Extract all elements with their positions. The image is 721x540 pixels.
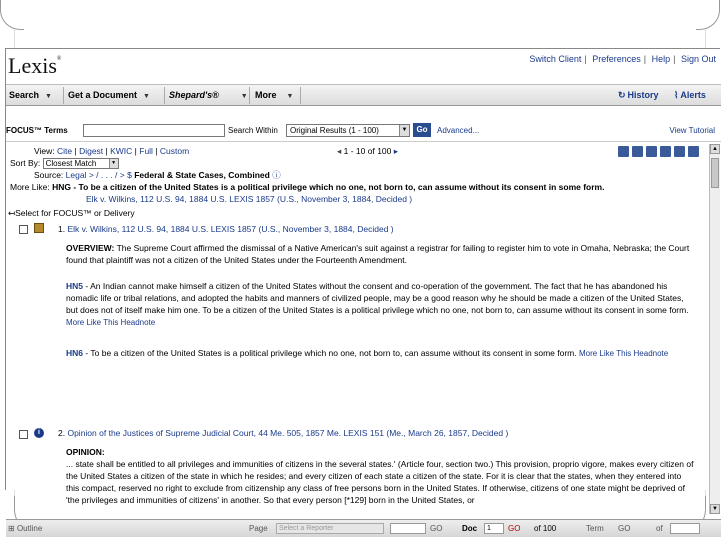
result-2-opinion: ... state shall be entitled to all privileges and immunities of citizens in the several states.' (Article four, section two.) This provision, proprio vigore, makes every citizen of the United States a citizen of the state in which he resides; and every citizen of each state a citizen of the state. For it is clear that the states, when they entered into this compact, reserved no right to exclude from citizenship any class of free persons born in the United States. If otherwise, citizens of one state might be deprived of 'the privileges and immunities of citizens' in another. So that every person [*129] born in the United States, or <box>66 459 694 505</box>
reporter-select[interactable]: Select a Reporter <box>276 523 384 534</box>
chevron-down-icon: ▼ <box>109 159 118 168</box>
source-path-link[interactable]: Legal > / . . . / > <box>65 170 125 180</box>
chevron-down-icon: ▼ <box>399 125 409 136</box>
lexis-logo: Lexis® <box>8 53 62 78</box>
lexis-window <box>5 48 720 533</box>
result-1-checkbox[interactable] <box>19 225 28 234</box>
page-input[interactable] <box>390 523 426 534</box>
hn6-more-like[interactable]: More Like This Headnote <box>578 349 669 358</box>
print-icon[interactable] <box>618 146 629 157</box>
chevron-down-icon: ▼ <box>286 93 294 100</box>
checklist-icon[interactable] <box>674 146 685 157</box>
more-like-text: HNG - To be a citizen of the United States is a political privilege which no one, not born to, can assume without its consent in some form. <box>52 182 605 192</box>
scroll-up-icon[interactable]: ▲ <box>710 144 720 154</box>
email-icon[interactable] <box>660 146 671 157</box>
result-1-hn5: HN5 - An Indian cannot make himself a citizen of the United States without the consent and co-operation of the government. The fact that he has abandoned his nomadic life or tribal relations, and adopted the habits and manners of civilized people, may be a good reason why he should be made a citizen of the United States, but does not of itself make him one. To be a citizen of the United States is a political privilege which no one, not born to, can assume without its consent in some form. More Like This Headnote <box>66 281 689 327</box>
footer-bar <box>6 519 721 537</box>
arrow-left-icon: ↤ <box>8 208 16 218</box>
history-icon: ↻ <box>618 90 626 100</box>
pager-text: 1 - 10 of 100 <box>343 146 392 156</box>
search-within-select[interactable]: Original Results (1 - 100) ▼ <box>286 124 410 137</box>
chevron-down-icon: ▼ <box>240 93 248 100</box>
outline-toggle[interactable]: ⊞ Outline <box>8 524 43 533</box>
focus-terms-label: FOCUS™ Terms <box>6 126 68 135</box>
source-value: Federal & State Cases, Combined <box>134 170 270 180</box>
term-label: Term <box>586 524 604 533</box>
nav-more[interactable]: More ▼ <box>255 90 294 100</box>
view-full[interactable]: Full <box>139 146 153 156</box>
notes-icon[interactable] <box>688 146 699 157</box>
focus-search-row <box>6 123 721 139</box>
term-input[interactable] <box>670 523 700 534</box>
result-1-link[interactable]: Elk v. Wilkins, 112 U.S. 94, 1884 U.S. LEXIS 1857 (U.S., November 3, 1884, Decided ) <box>67 224 394 234</box>
header <box>6 49 720 87</box>
more-like: More Like: HNG - To be a citizen of the United States is a political privilege which no one, not born to, can assume without its consent in some form. <box>10 182 605 192</box>
help-link[interactable]: Help <box>651 54 671 64</box>
term-of-count: of <box>656 524 663 533</box>
page-go-icon[interactable]: GO <box>430 524 443 533</box>
next-page-icon[interactable]: ▸ <box>393 146 399 156</box>
slide-corner-left <box>0 0 24 30</box>
doc-label: Doc <box>462 524 478 533</box>
chevron-down-icon: ▼ <box>143 93 150 100</box>
result-2-title: 2. Opinion of the Justices of Supreme Judicial Court, 44 Me. 505, 1857 Me. LEXIS 151 (Me., March 26, 1857, Decided ) <box>58 428 509 438</box>
preferences-link[interactable]: Preferences <box>592 54 641 64</box>
nav-search[interactable]: Search ▼ <box>9 90 52 100</box>
results-scrollbar[interactable] <box>709 144 720 514</box>
nav-get-document[interactable]: Get a Document ▼ <box>68 90 150 100</box>
view-custom[interactable]: Custom <box>159 146 190 156</box>
switch-client-link[interactable]: Switch Client <box>529 54 582 64</box>
info-icon[interactable]: ⓘ <box>272 170 281 180</box>
source-line: Source: Legal > / . . . / > $ Federal & State Cases, Combined ⓘ <box>34 170 281 180</box>
view-options: View: Cite | Digest | KWIC | Full | Custom <box>34 146 190 156</box>
result-1-title: 1. Elk v. Wilkins, 112 U.S. 94, 1884 U.S. LEXIS 1857 (U.S., November 3, 1884, Decided ) <box>58 224 394 234</box>
sort-select[interactable]: Closest Match ▼ <box>43 158 119 169</box>
results-pane <box>6 144 706 514</box>
page-label: Page <box>249 524 268 533</box>
sort-row: Sort By: Closest Match ▼ <box>10 158 119 169</box>
view-tutorial-link[interactable]: View Tutorial <box>669 126 715 135</box>
hn6-link[interactable]: HN6 <box>66 348 84 358</box>
more-like-cite[interactable]: Elk v. Wilkins, 112 U.S. 94, 1884 U.S. LEXIS 1857 (U.S., November 3, 1884, Decided ) <box>86 194 413 204</box>
focus-terms-input[interactable] <box>83 124 225 137</box>
result-2-link[interactable]: Opinion of the Justices of Supreme Judicial Court, 44 Me. 505, 1857 Me. LEXIS 151 (Me., March 26, 1857, Decided ) <box>67 428 509 438</box>
select-for-focus[interactable]: ↤Select for FOCUS™ or Delivery <box>8 208 135 218</box>
hn5-link[interactable]: HN5 <box>66 281 84 291</box>
delivery-icons <box>618 146 702 159</box>
go-button[interactable]: Go <box>413 123 431 137</box>
view-cite[interactable]: Cite <box>57 146 73 156</box>
search-within-label: Search Within <box>228 126 278 135</box>
view-digest[interactable]: Digest <box>79 146 104 156</box>
advanced-link[interactable]: Advanced... <box>437 126 480 135</box>
alerts-icon: ⌇ <box>674 90 679 100</box>
divider <box>6 141 721 142</box>
nav-history[interactable]: ↻ History <box>618 90 659 100</box>
result-1-overview: OVERVIEW: The Supreme Court affirmed the dismissal of a Native American's suit against a registrar for failing to register him to vote in Omaha, Nebraska; the Court found that plaintiff was not a citizen of the United States under the Fourteenth Amendment. <box>66 243 690 265</box>
term-go-icon[interactable]: GO <box>618 524 631 533</box>
nav-shepards[interactable]: Shepard's® ▼ <box>169 90 248 100</box>
scroll-thumb[interactable] <box>711 158 719 188</box>
hn5-more-like[interactable]: More Like This Headnote <box>66 318 156 327</box>
result-2-opinion-label: OPINION: <box>66 447 105 457</box>
slide-corner-right <box>696 0 720 30</box>
prev-page-icon[interactable]: ◂ <box>337 146 342 156</box>
view-kwic[interactable]: KWIC <box>110 146 133 156</box>
printer-icon[interactable] <box>632 146 643 157</box>
top-links: Switch Client | Preferences | Help | Sign Out <box>529 54 716 64</box>
main-nav <box>6 84 721 106</box>
doc-input[interactable]: 1 <box>484 523 504 534</box>
doc-go-icon[interactable]: GO <box>508 524 521 533</box>
sign-out-link[interactable]: Sign Out <box>680 54 716 64</box>
chevron-down-icon: ▼ <box>45 93 52 100</box>
document-icon[interactable] <box>34 223 44 233</box>
info-icon[interactable]: i <box>34 428 44 438</box>
result-1-hn6: HN6 - To be a citizen of the United States is a political privilege which no one, not born to, can assume without its consent in some form. More Like This Headnote <box>66 348 669 358</box>
doc-of-count: of 100 <box>534 524 557 533</box>
pager <box>337 146 398 157</box>
scroll-down-icon[interactable]: ▼ <box>710 504 720 514</box>
result-2-checkbox[interactable] <box>19 430 28 439</box>
nav-alerts[interactable]: ⌇ Alerts <box>674 90 706 100</box>
save-icon[interactable] <box>646 146 657 157</box>
